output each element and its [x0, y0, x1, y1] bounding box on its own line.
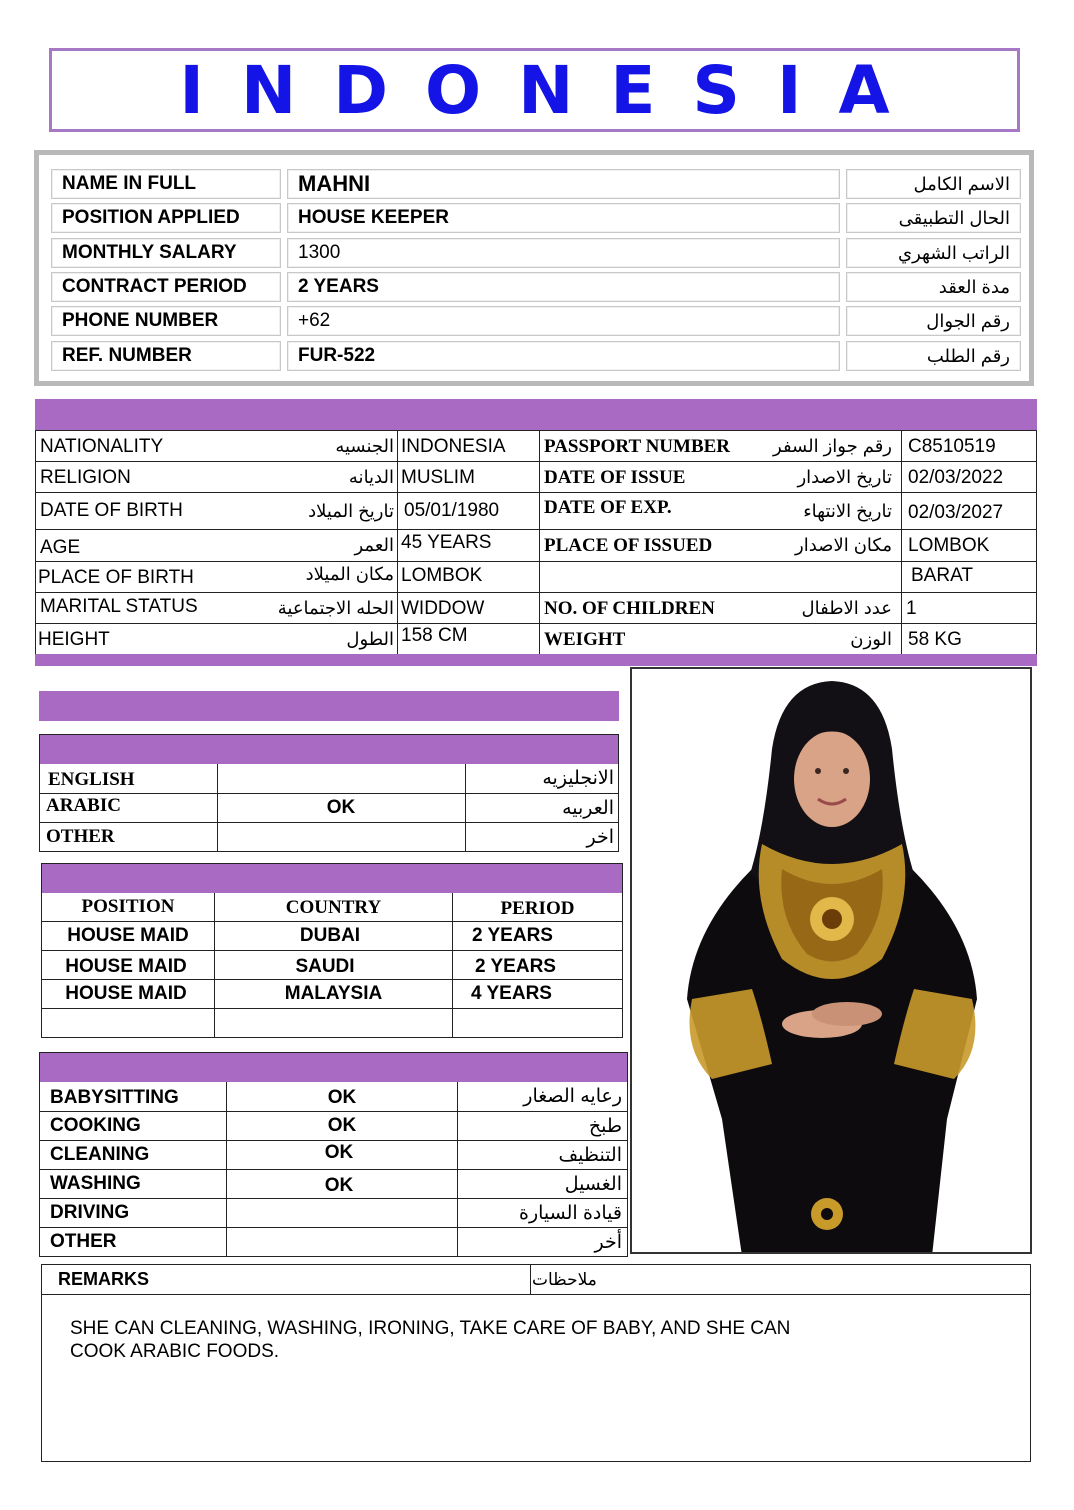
field-label-ar: الحله الاجتماعية — [277, 598, 394, 618]
field-value: BARAT — [911, 565, 973, 586]
field-label-ar: مكان الاصدار — [795, 535, 892, 555]
skill-label: WASHING — [50, 1173, 141, 1194]
remarks-text — [70, 1317, 790, 1363]
field-value: 1 — [906, 597, 917, 619]
experience-row-empty — [42, 1008, 622, 1037]
field-label-ar: رقم جواز السفر — [773, 436, 892, 456]
info-value: +62 — [287, 306, 840, 336]
remarks-label: REMARKS — [42, 1265, 531, 1294]
country-title: INDONESIA — [179, 51, 927, 129]
experience-period: 4 YEARS — [471, 983, 552, 1004]
language-label: OTHER — [46, 826, 115, 847]
info-value: HOUSE KEEPER — [287, 203, 840, 233]
skill-value: OK — [327, 1115, 357, 1136]
field-value: C8510519 — [908, 435, 996, 457]
language-label: ENGLISH — [48, 769, 135, 790]
skill-label: OTHER — [50, 1231, 117, 1252]
info-label-ar: رقم الجوال — [846, 306, 1021, 336]
skill-value: OK — [324, 1175, 354, 1196]
experience-country: MALAYSIA — [284, 983, 383, 1004]
field-label-ar: الوزن — [850, 629, 892, 649]
info-row-salary — [51, 238, 1021, 268]
personal-row — [36, 430, 1036, 462]
skill-row — [40, 1111, 627, 1140]
field-label: AGE — [40, 537, 81, 558]
experience-table — [41, 893, 623, 1038]
skills-header-bar — [39, 1052, 628, 1083]
field-label: DATE OF EXP. — [544, 497, 672, 518]
skill-label: BABYSITTING — [50, 1087, 179, 1108]
field-label-ar: تاريخ الاصدار — [797, 467, 892, 487]
skill-label-ar: أخر — [594, 1231, 622, 1253]
field-label: PASSPORT NUMBER — [544, 435, 731, 457]
language-value — [218, 823, 464, 851]
experience-row — [42, 921, 622, 950]
info-row-contract — [51, 272, 1021, 302]
skill-label-ar: التنظيف — [558, 1144, 622, 1166]
experience-period: 2 YEARS — [472, 925, 553, 946]
info-label: PHONE NUMBER — [51, 306, 281, 336]
field-label: PLACE OF ISSUED — [544, 534, 713, 556]
experience-position: HOUSE MAID — [65, 983, 187, 1004]
field-value: 58 KG — [908, 628, 962, 650]
experience-country: SAUDI — [295, 956, 355, 977]
experience-country: DUBAI — [299, 925, 361, 946]
skill-row — [40, 1082, 627, 1111]
skill-label-ar: قيادة السيارة — [519, 1202, 622, 1224]
field-label: NO. OF CHILDREN — [544, 597, 715, 619]
experience-position: HOUSE MAID — [67, 925, 189, 946]
field-label: PLACE OF BIRTH — [38, 566, 194, 588]
personal-details-table — [35, 430, 1037, 656]
languages-header-bar — [39, 734, 619, 765]
info-value: MAHNI — [287, 169, 840, 199]
field-label-ar: العمر — [354, 535, 394, 555]
language-label-ar: الانجليزيه — [542, 767, 614, 789]
language-label: ARABIC — [46, 795, 121, 816]
personal-header-bar — [35, 399, 1037, 430]
remarks-line: SHE CAN CLEANING, WASHING, IRONING, TAKE CARE OF BABY, AND SHE CAN — [70, 1318, 791, 1339]
info-row-position — [51, 203, 1021, 233]
experience-period: 2 YEARS — [475, 956, 556, 977]
info-label-ar: مدة العقد — [846, 272, 1021, 302]
language-row — [40, 822, 618, 851]
field-value: 158 CM — [401, 625, 468, 646]
info-row-name — [51, 169, 1021, 199]
skill-row — [40, 1140, 627, 1169]
field-label: HEIGHT — [38, 628, 110, 650]
info-row-phone — [51, 306, 1021, 336]
language-value: OK — [326, 797, 356, 818]
field-value: LOMBOK — [401, 565, 483, 586]
person-photo-illustration — [632, 669, 1032, 1254]
skill-row — [40, 1198, 627, 1227]
field-value: INDONESIA — [401, 435, 506, 457]
field-label-ar: عدد الاطفال — [801, 598, 892, 618]
languages-table — [39, 764, 619, 852]
skill-row — [40, 1169, 627, 1198]
personal-row — [36, 592, 1036, 624]
field-label: WEIGHT — [544, 628, 626, 650]
language-label-ar: اخر — [586, 826, 614, 848]
field-value: 02/03/2027 — [908, 502, 1004, 523]
personal-row — [36, 461, 1036, 493]
info-label: CONTRACT PERIOD — [51, 272, 281, 302]
info-label-ar: رقم الطلب — [846, 341, 1021, 371]
experience-header-bar — [41, 863, 623, 894]
field-label: DATE OF ISSUE — [544, 466, 686, 488]
col-header-position: POSITION — [81, 895, 175, 917]
field-label-ar: الطول — [346, 629, 394, 649]
info-value: 1300 — [287, 238, 840, 268]
col-header-country: COUNTRY — [285, 897, 382, 918]
experience-position: HOUSE MAID — [65, 956, 187, 977]
field-value: 05/01/1980 — [404, 500, 500, 521]
skill-value — [227, 1199, 457, 1227]
info-label-ar: الاسم الكامل — [846, 169, 1021, 199]
language-label-ar: العربيه — [562, 797, 614, 819]
title-banner — [49, 48, 1020, 132]
field-label-ar: الجنسيه — [335, 436, 394, 456]
info-label: MONTHLY SALARY — [51, 238, 281, 268]
language-value — [218, 764, 464, 792]
field-value: 45 YEARS — [401, 532, 492, 553]
col-header-period: PERIOD — [500, 898, 575, 919]
field-label-ar: الديانه — [348, 467, 394, 487]
field-value: WIDDOW — [401, 597, 485, 619]
skill-label-ar: رعايه الصغار — [523, 1085, 622, 1107]
basic-info-table — [34, 150, 1034, 386]
remarks-section — [41, 1264, 1031, 1462]
remarks-line: COOK ARABIC FOODS. — [70, 1341, 280, 1362]
field-label: NATIONALITY — [40, 435, 164, 457]
skill-value: OK — [327, 1087, 357, 1108]
skill-label-ar: طبخ — [588, 1115, 622, 1137]
field-label: DATE OF BIRTH — [40, 500, 183, 521]
field-label-ar: تاريخ الميلاد — [308, 500, 394, 521]
experience-header-row — [42, 893, 622, 922]
field-value: LOMBOK — [908, 534, 990, 556]
field-value: 02/03/2022 — [908, 466, 1004, 488]
info-label-ar: الراتب الشهري — [846, 238, 1021, 268]
info-label: REF. NUMBER — [51, 341, 281, 371]
remarks-header — [42, 1265, 1030, 1295]
skill-label-ar: الغسيل — [564, 1173, 622, 1195]
skills-table — [39, 1082, 628, 1257]
personal-row — [36, 561, 1036, 593]
skill-label: CLEANING — [50, 1144, 150, 1165]
field-label-ar: مكان الميلاد — [305, 563, 394, 584]
personal-row — [36, 623, 1036, 657]
info-value: FUR-522 — [287, 341, 840, 371]
field-label: RELIGION — [40, 466, 131, 488]
info-label: NAME IN FULL — [51, 169, 281, 199]
skill-row — [40, 1227, 627, 1256]
candidate-photo — [630, 667, 1032, 1254]
language-row — [40, 793, 618, 822]
skill-value: OK — [324, 1142, 354, 1163]
field-label: MARITAL STATUS — [40, 596, 198, 617]
personal-row — [36, 529, 1036, 561]
experience-row — [42, 950, 622, 979]
personal-row — [36, 492, 1036, 529]
section-header-bar — [39, 691, 619, 721]
language-row — [40, 764, 618, 793]
field-value: MUSLIM — [401, 466, 475, 488]
personal-footer-bar — [35, 654, 1037, 666]
experience-row — [42, 979, 622, 1008]
info-label: POSITION APPLIED — [51, 203, 281, 233]
info-label-ar: الحال التطبيقى — [846, 203, 1021, 233]
skill-label: DRIVING — [50, 1202, 130, 1223]
info-value: 2 YEARS — [287, 272, 840, 302]
skill-label: COOKING — [50, 1115, 141, 1136]
remarks-label-ar: ملاحظات — [532, 1269, 597, 1289]
info-row-ref — [51, 341, 1021, 371]
field-label-ar: تاريخ الانتهاء — [803, 500, 892, 521]
skill-value — [227, 1228, 457, 1256]
